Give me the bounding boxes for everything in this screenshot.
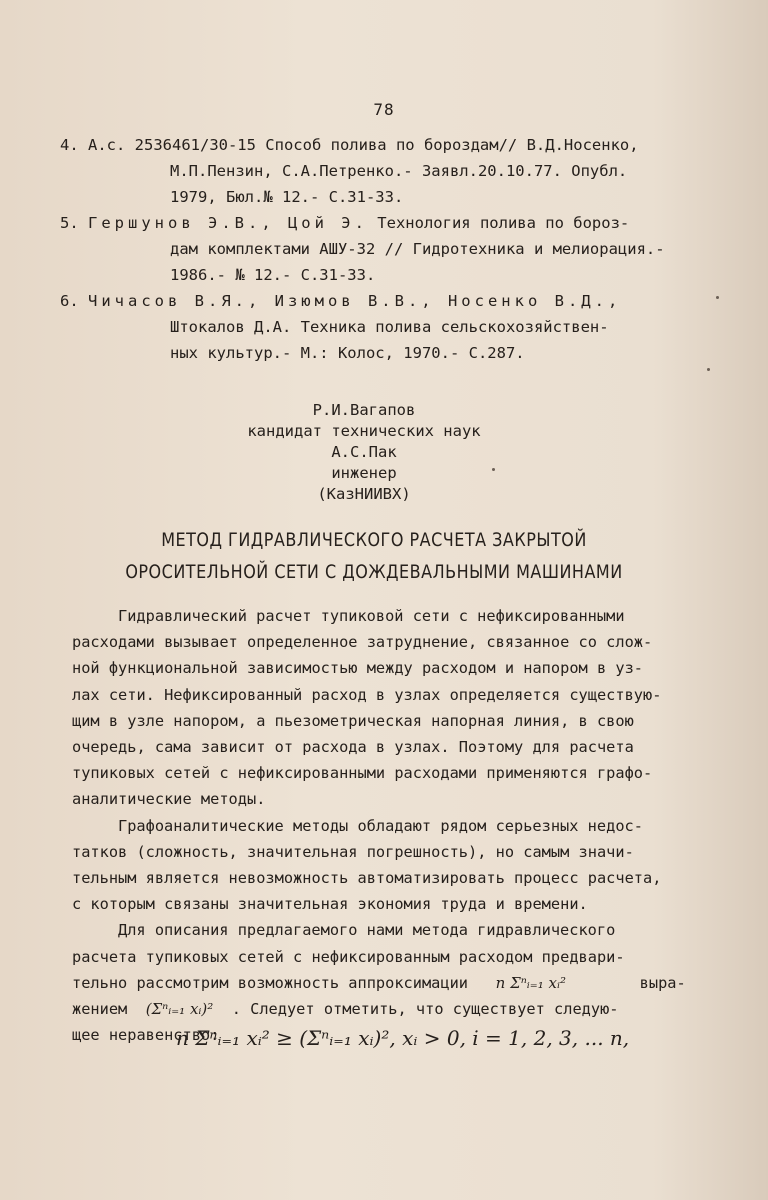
reference-number: 5.	[60, 214, 79, 232]
author-name: А.С.Пак	[331, 443, 397, 461]
text-line: расчета тупиковых сетей с нефиксированным расходом предвари-	[72, 947, 625, 966]
inline-formula: (Σⁿᵢ₌₁ xᵢ)²	[145, 1000, 214, 1019]
reference-number: 4.	[60, 136, 79, 154]
text-line: Графоаналитические методы обладают рядом серьезных недос-	[118, 816, 643, 835]
reference-text: дам комплектами АШУ-32 // Гидротехника и мелиорация.-	[170, 240, 665, 258]
text-line: очередь, сама зависит от расхода в узлах. Поэтому для расчета	[72, 738, 634, 757]
text-fragment: жением	[72, 1000, 128, 1019]
paper-speck	[492, 468, 495, 471]
text-line: Для описания предлагаемого нами метода гидравлического	[118, 921, 616, 940]
text-line: щее неравенство:	[72, 1026, 220, 1045]
reference-text: М.П.Пензин, С.А.Петренко.- Заявл.20.10.77. Опубл.	[170, 162, 628, 180]
paragraph	[72, 603, 722, 813]
text-line: с которым связаны значительная экономия труда и времени.	[72, 895, 588, 914]
author-block	[0, 400, 768, 505]
text-line: расходами вызывает определенное затруднение, связанное со слож-	[72, 633, 653, 652]
paper-speck	[716, 296, 719, 299]
author-name: Р.И.Вагапов	[312, 401, 416, 419]
text-line: Гидравлический расчет тупиковой сети с нефиксированными	[118, 607, 625, 625]
article-title	[0, 524, 768, 588]
reference-text: 1986.- № 12.- С.31-33.	[170, 266, 376, 284]
reference-author: Гершунов Э.В., Цой Э.	[88, 214, 368, 232]
author-degree: кандидат технических наук	[247, 422, 481, 440]
inequality-formula: n Σⁿᵢ₌₁ xᵢ² ≥ (Σⁿᵢ₌₁ xᵢ)², xᵢ > 0, i = 1, 2, 3, ... n,	[176, 1026, 630, 1050]
paragraph	[72, 813, 722, 918]
text-fragment: тельно рассмотрим возможность аппроксимации	[72, 973, 469, 992]
text-line	[72, 996, 722, 1022]
reference-author: Чичасов В.Я., Изюмов В.В., Носенко В.Д.,	[88, 292, 622, 310]
author-affiliation: (КазНИИВХ)	[317, 485, 411, 503]
reference-item	[60, 132, 740, 210]
text-line	[72, 970, 722, 996]
reference-item	[60, 288, 740, 366]
text-line: лах сети. Нефиксированный расход в узлах определяется существую-	[72, 685, 662, 704]
text-line: щим в узле напором, а пьезометрическая напорная линия, в свою	[72, 711, 634, 730]
reference-text: А.с. 2536461/30-15 Способ полива по бороздам// В.Д.Носенко,	[88, 136, 639, 154]
reference-number: 6.	[60, 292, 79, 310]
reference-text: ных культур.- М.: Колос, 1970.- С.287.	[170, 344, 525, 362]
title-line: МЕТОД ГИДРАВЛИЧЕСКОГО РАСЧЕТА ЗАКРЫТОЙ	[161, 528, 587, 551]
text-line: татков (сложность, значительная погрешность), но самым значи-	[72, 842, 634, 861]
text-fragment: . Следует отметить, что существует следую-	[231, 1000, 619, 1019]
title-line: ОРОСИТЕЛЬНОЙ СЕТИ С ДОЖДЕВАЛЬНЫМИ МАШИНАМИ	[125, 560, 623, 583]
author-position: инженер	[331, 464, 397, 482]
reference-item	[60, 210, 740, 288]
article-body	[72, 603, 722, 1048]
page-number: 78	[373, 100, 395, 119]
text-fragment: выра-	[639, 973, 686, 992]
text-line: тельным является невозможность автоматизировать процесс расчета,	[72, 869, 662, 888]
paper-speck	[707, 368, 710, 371]
reference-text: Штокалов Д.А. Техника полива сельскохозяйствен-	[170, 318, 609, 336]
reference-text: 1979, Бюл.№ 12.- С.31-33.	[170, 188, 404, 206]
text-line: тупиковых сетей с нефиксированными расходами применяются графо-	[72, 764, 653, 783]
text-line: ной функциональной зависимостью между расходом и напором в уз-	[72, 659, 643, 678]
text-line: аналитические методы.	[72, 790, 266, 809]
reference-list	[60, 132, 740, 366]
reference-text: Технология полива по бороз-	[367, 214, 630, 232]
inline-formula: n Σⁿᵢ₌₁ xᵢ²	[495, 973, 566, 992]
